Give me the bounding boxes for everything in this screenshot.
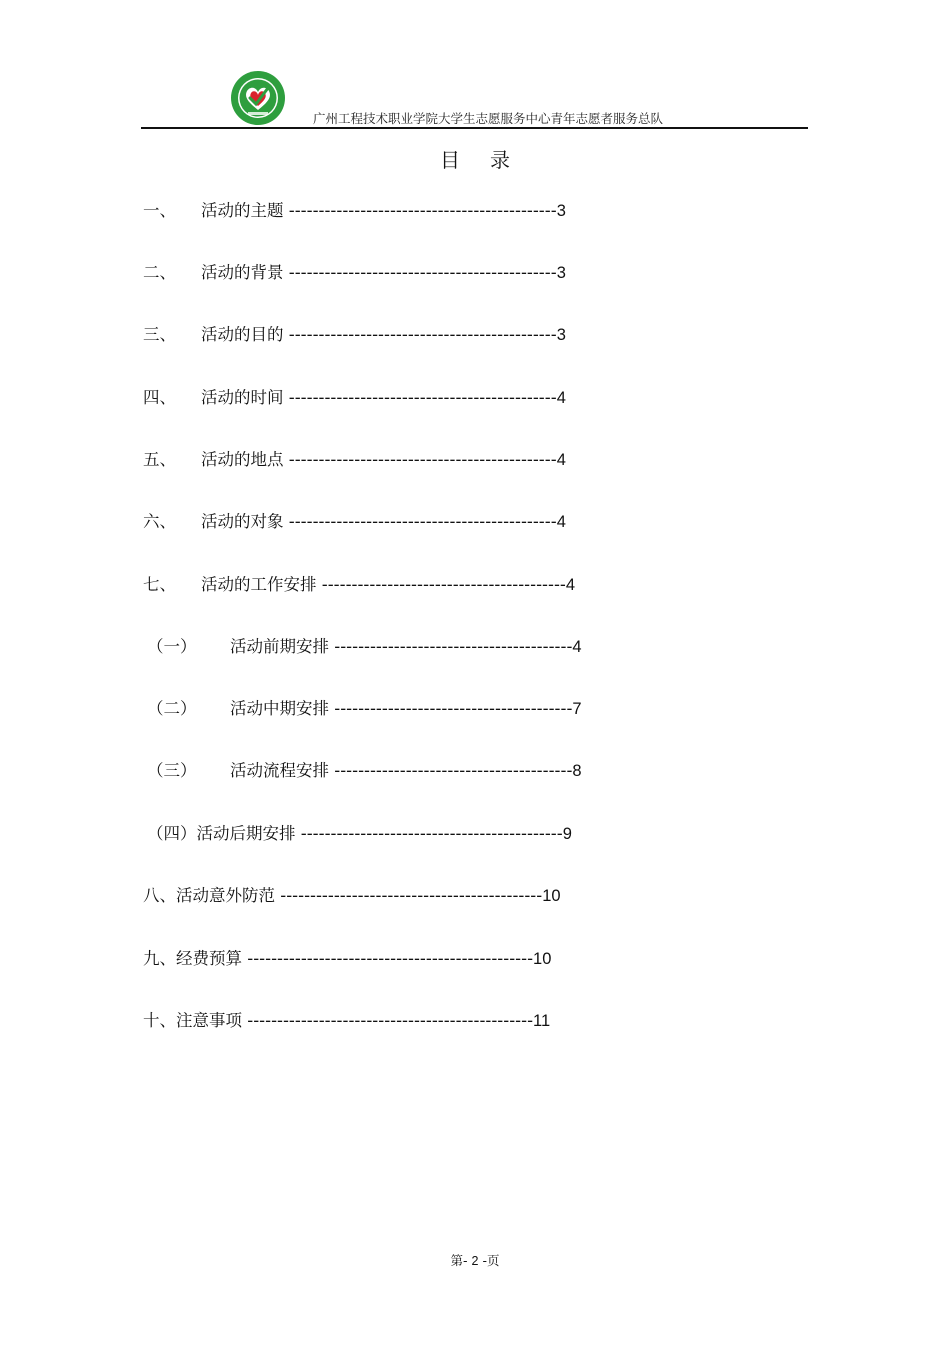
toc-entry-title: 活动的对象 (201, 512, 284, 531)
toc-entry-number: （一） (147, 637, 197, 656)
toc-entry-leader: ------------------------------------------------ (247, 949, 534, 968)
toc-entry-title: 活动的目的 (201, 325, 284, 344)
toc-entry-title: 活动的地点 (201, 450, 284, 469)
footer-suffix: -页 (478, 1253, 500, 1268)
toc-entry-leader: --------------------------------------------- (288, 388, 557, 407)
toc-entry-page: 3 (556, 264, 566, 282)
toc-entry-leader: --------------------------------------------- (288, 450, 557, 469)
toc-entry-page: 10 (533, 950, 552, 968)
toc-entry-number: 七、 (143, 575, 176, 594)
toc-entry-page: 3 (556, 326, 566, 344)
toc-entry-number: 五、 (143, 450, 176, 469)
toc-entry-page: 4 (556, 451, 566, 469)
page-footer (0, 1251, 950, 1269)
toc-entry-page: 4 (572, 638, 582, 656)
toc-subentry[interactable] (147, 760, 582, 782)
toc-entry-leader: ---------------------------------------- (334, 699, 573, 718)
toc-entry-title: 八、活动意外防范 (143, 886, 275, 905)
toc-entry-number: （三） (147, 761, 197, 780)
toc-entry-number: 六、 (143, 512, 176, 531)
toc-entry-leader: ---------------------------------------- (334, 761, 573, 780)
footer-prefix: 第- (450, 1253, 472, 1268)
toc-entry-page: 9 (562, 825, 572, 843)
toc-entry[interactable] (143, 449, 566, 471)
toc-entry-title: 活动的背景 (201, 263, 284, 282)
toc-subentry[interactable] (147, 636, 582, 658)
toc-entry-title: 活动的时间 (201, 388, 284, 407)
toc-entry-title: 九、经费预算 (143, 949, 242, 968)
toc-entry-number: 一、 (143, 201, 176, 220)
toc-entry-title: 活动前期安排 (230, 637, 329, 656)
toc-entry-leader: --------------------------------------------- (288, 325, 557, 344)
toc-entry-leader: ---------------------------------------- (334, 637, 573, 656)
toc-entry-leader: --------------------------------------------- (288, 512, 557, 531)
toc-entry-title: 活动中期安排 (230, 699, 329, 718)
toc-entry-number: 四、 (143, 388, 176, 407)
volunteer-heart-logo-icon (230, 70, 286, 126)
toc-entry-title: 活动的工作安排 (201, 575, 317, 594)
toc-entry-page: 4 (565, 576, 576, 594)
toc-entry[interactable] (143, 1010, 550, 1032)
header-org-name: 广州工程技术职业学院大学生志愿服务中心青年志愿者服务总队 (313, 111, 664, 126)
toc-entry-leader: ----------------------------------------- (321, 575, 566, 594)
toc-entry-title: 活动流程安排 (230, 761, 329, 780)
toc-entry-number: （二） (147, 699, 197, 718)
toc-entry-page: 7 (572, 700, 582, 718)
toc-entry-title: 活动的主题 (201, 201, 284, 220)
toc-entry[interactable] (143, 885, 561, 907)
toc-entry-page: 3 (556, 202, 566, 220)
toc-entry[interactable] (143, 574, 575, 596)
toc-entry[interactable] (143, 262, 566, 284)
header-divider (141, 127, 808, 129)
toc-entry-title: 十、注意事项 (143, 1011, 242, 1030)
toc-entry-leader: --------------------------------------------- (288, 263, 557, 282)
toc-entry-page: 4 (556, 513, 566, 531)
toc-entry-page: 8 (572, 762, 582, 780)
toc-entry-leader: ------------------------------------------------ (247, 1011, 534, 1030)
toc-entry-number: 二、 (143, 263, 176, 282)
toc-entry-leader: -------------------------------------------- (280, 886, 543, 905)
toc-entry[interactable] (143, 511, 566, 533)
toc-subentry[interactable] (147, 823, 572, 845)
toc-entry[interactable] (143, 324, 566, 346)
toc-entry[interactable] (143, 387, 566, 409)
toc-subentry[interactable] (147, 698, 582, 720)
toc-entry-page: 4 (556, 389, 566, 407)
toc-entry-number: 三、 (143, 325, 176, 344)
toc-entry-page: 11 (533, 1012, 551, 1030)
footer-page-number: 2 (471, 1254, 479, 1268)
toc-entry-title: （四）活动后期安排 (147, 824, 296, 843)
toc-entry-page: 10 (542, 887, 561, 905)
page-title: 目录 (440, 148, 540, 172)
toc-entry[interactable] (143, 200, 566, 222)
toc-entry-leader: -------------------------------------------- (300, 824, 563, 843)
toc-entry-leader: --------------------------------------------- (288, 201, 557, 220)
toc-entry[interactable] (143, 948, 551, 970)
